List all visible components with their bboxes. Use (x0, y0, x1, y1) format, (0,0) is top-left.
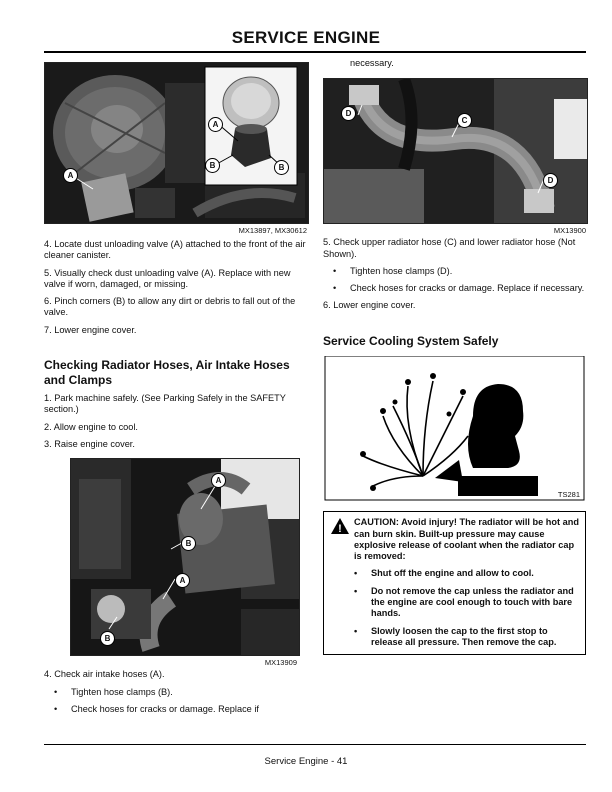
step-5: 5. Visually check dust unloading valve (A). Replace with new valve if worn, damaged, or missing. (44, 267, 291, 289)
bullet-icon: • (54, 703, 58, 714)
bullet-icon: • (333, 283, 337, 294)
bullet-check-hoses-radiator: • Check hoses for cracks or damage. Replace if necessary. (333, 283, 585, 294)
step-6: 6. Pinch corners (B) to allow any dirt or debris to fall out of the valve. (44, 296, 296, 318)
left-column (44, 62, 307, 721)
step-4-intake: 4. Check air intake hoses (A). (44, 669, 165, 680)
radiator-hose-photo (323, 78, 588, 224)
callout-a-2: A (175, 573, 190, 588)
step-6-lower-cover: 6. Lower engine cover. (323, 300, 416, 311)
callout-d-2: D (543, 173, 558, 188)
bullet-icon: • (333, 265, 337, 276)
page-footer: Service Engine - 41 (264, 756, 348, 767)
radiator-hose-illustration (324, 79, 587, 223)
page-title: SERVICE ENGINE (231, 28, 381, 47)
steps-top (44, 239, 307, 336)
step-4: 4. Locate dust unloading valve (A) attached to the front of the air cleaner canister. (44, 239, 306, 261)
figure-caption: MX13897, MX30612 (238, 226, 307, 235)
callout-b-right: B (274, 160, 289, 175)
bullet-icon: • (354, 568, 358, 579)
bullet-check-hoses: • Check hoses for cracks or damage. Replace if (54, 703, 259, 714)
callout-a-main: A (63, 168, 78, 183)
svg-text:!: ! (338, 523, 342, 536)
caution-box (323, 511, 586, 655)
step-2: 2. Allow engine to cool. (44, 421, 138, 432)
air-cleaner-illustration (45, 63, 308, 223)
bullet-tighten-clamps: • Tighten hose clamps (B). (54, 686, 173, 697)
step-5-radiator: 5. Check upper radiator hose (C) and lower radiator hose (Not Shown). (323, 237, 576, 259)
caution-bullet-1: • Shut off the engine and allow to cool. (354, 568, 534, 579)
bullet-icon: • (354, 625, 358, 636)
callout-d-1: D (341, 106, 356, 121)
step-3: 3. Raise engine cover. (44, 438, 135, 449)
continued-text: necessary. (350, 58, 394, 68)
header-rule (44, 51, 586, 53)
callout-b-2: B (100, 631, 115, 646)
figure-caption: MX13909 (264, 658, 297, 668)
right-column (323, 58, 586, 655)
section-heading-cooling: Service Cooling System Safely (323, 333, 499, 348)
callout-c: C (457, 113, 472, 128)
hot-coolant-warning-figure (323, 356, 586, 501)
caution-lead: CAUTION: Avoid injury! The radiator will be hot and can burn skin. Built-up pressure may cause explosive release of coolant when the radiator cap is removed: (354, 517, 579, 562)
intake-hose-illustration (71, 459, 299, 655)
figure-caption: TS281 (557, 490, 580, 500)
spray-burn-icon (323, 356, 586, 501)
caution-bullet-2: • Do not remove the cap unless the radiator and the engine are cool enough to touch with bare hands. (354, 585, 574, 619)
callout-b-left: B (205, 158, 220, 173)
caution-bullet-3: • Slowly loosen the cap to the first stop to release all pressure. Then remove the cap. (354, 625, 557, 647)
footer-rule (44, 744, 586, 745)
step-1: 1. Park machine safely. (See Parking Safely in the SAFETY section.) (44, 393, 286, 415)
air-cleaner-photo (44, 62, 309, 224)
bullet-icon: • (354, 585, 358, 596)
figure-caption: MX13900 (553, 226, 586, 236)
callout-a-1: A (211, 473, 226, 488)
step-7: 7. Lower engine cover. (44, 324, 137, 335)
callout-a-inset: A (208, 117, 223, 132)
intake-hose-photo (70, 458, 300, 656)
bullet-icon: • (54, 686, 58, 697)
section-heading-hoses: Checking Radiator Hoses, Air Intake Hoses and Clamps (44, 358, 290, 387)
warning-triangle-icon (330, 517, 354, 648)
bullet-tighten-clamps-d: • Tighten hose clamps (D). (333, 265, 453, 276)
callout-b-1: B (181, 536, 196, 551)
